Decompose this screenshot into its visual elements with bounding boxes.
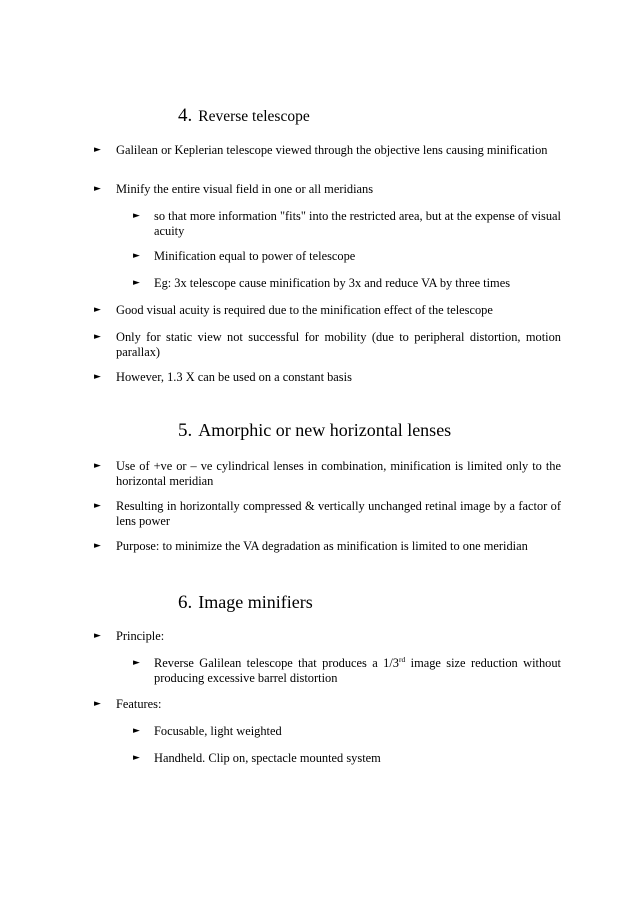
list-item: [94, 330, 561, 360]
bullet-icon: ►: [94, 305, 101, 315]
list-item-text: so that more information "fits" into the restricted area, but at the expense of visual acuity: [154, 209, 561, 238]
bullet-icon: ►: [133, 753, 140, 763]
section-title: Amorphic or new horizontal lenses: [198, 420, 452, 440]
bullet-icon: ►: [133, 658, 140, 668]
list-item: [94, 459, 561, 489]
list-item: [133, 724, 561, 739]
list-item: [133, 751, 561, 766]
section-number: 6.: [178, 592, 193, 613]
list-item: [133, 249, 561, 264]
bullet-icon: ►: [94, 145, 101, 155]
bullet-icon: ►: [94, 372, 101, 382]
bullet-icon: ►: [133, 278, 140, 288]
list-item-text: Principle:: [116, 629, 165, 643]
bullet-icon: ►: [94, 541, 101, 551]
bullet-icon: ►: [94, 501, 101, 511]
list-item: [133, 209, 561, 239]
section-heading: [178, 105, 310, 127]
list-item-text: Good visual acuity is required due to the minification effect of the telescope: [116, 303, 493, 317]
bullet-icon: ►: [94, 699, 101, 709]
list-item-text: Purpose: to minimize the VA degradation as minification is limited to one meridian: [116, 539, 528, 553]
list-item-text: Galilean or Keplerian telescope viewed through the objective lens causing minification: [116, 143, 548, 157]
list-item-text: Focusable, light weighted: [154, 724, 282, 738]
section-heading: [178, 420, 451, 442]
list-item: [133, 276, 561, 291]
list-item: [94, 697, 561, 712]
list-item-text: Eg: 3x telescope cause minification by 3x and reduce VA by three times: [154, 276, 511, 290]
list-item: [94, 539, 561, 554]
list-item: [94, 629, 561, 644]
section-title: Reverse telescope: [198, 108, 310, 125]
section-number: 4.: [178, 105, 193, 126]
list-item: [94, 499, 561, 529]
bullet-icon: ►: [94, 184, 101, 194]
list-item-text: Features:: [116, 697, 162, 711]
list-item-text: Use of +ve or – ve cylindrical lenses in combination, minification is limited only to the horizontal meridian: [116, 459, 561, 488]
bullet-icon: ►: [94, 461, 101, 471]
bullet-icon: ►: [133, 726, 140, 736]
list-item: [94, 303, 561, 318]
bullet-icon: ►: [133, 211, 140, 221]
list-item: [94, 143, 561, 158]
bullet-icon: ►: [94, 631, 101, 641]
list-item-text: Minify the entire visual field in one or all meridians: [116, 182, 374, 196]
section-title: Image minifiers: [198, 592, 313, 612]
bullet-icon: ►: [94, 332, 101, 342]
list-item-text: Handheld. Clip on, spectacle mounted system: [154, 751, 381, 765]
list-item-text: Resulting in horizontally compressed & vertically unchanged retinal image by a factor of lens power: [116, 499, 561, 528]
list-item-text: Reverse Galilean telescope that produces a 1/3rd image size reduction without producing excessive barrel distortion: [154, 654, 561, 685]
ordinal-superscript: rd: [398, 654, 406, 664]
bullet-icon: ►: [133, 251, 140, 261]
list-item-text: Only for static view not successful for mobility (due to peripheral distortion, motion parallax): [116, 330, 561, 359]
list-item: [94, 370, 561, 385]
section-number: 5.: [178, 420, 193, 441]
list-item: [94, 182, 561, 197]
list-item-text: Minification equal to power of telescope: [154, 249, 356, 263]
list-item-text: However, 1.3 X can be used on a constant basis: [116, 370, 352, 384]
section-heading: [178, 592, 313, 614]
list-item: [133, 654, 561, 686]
